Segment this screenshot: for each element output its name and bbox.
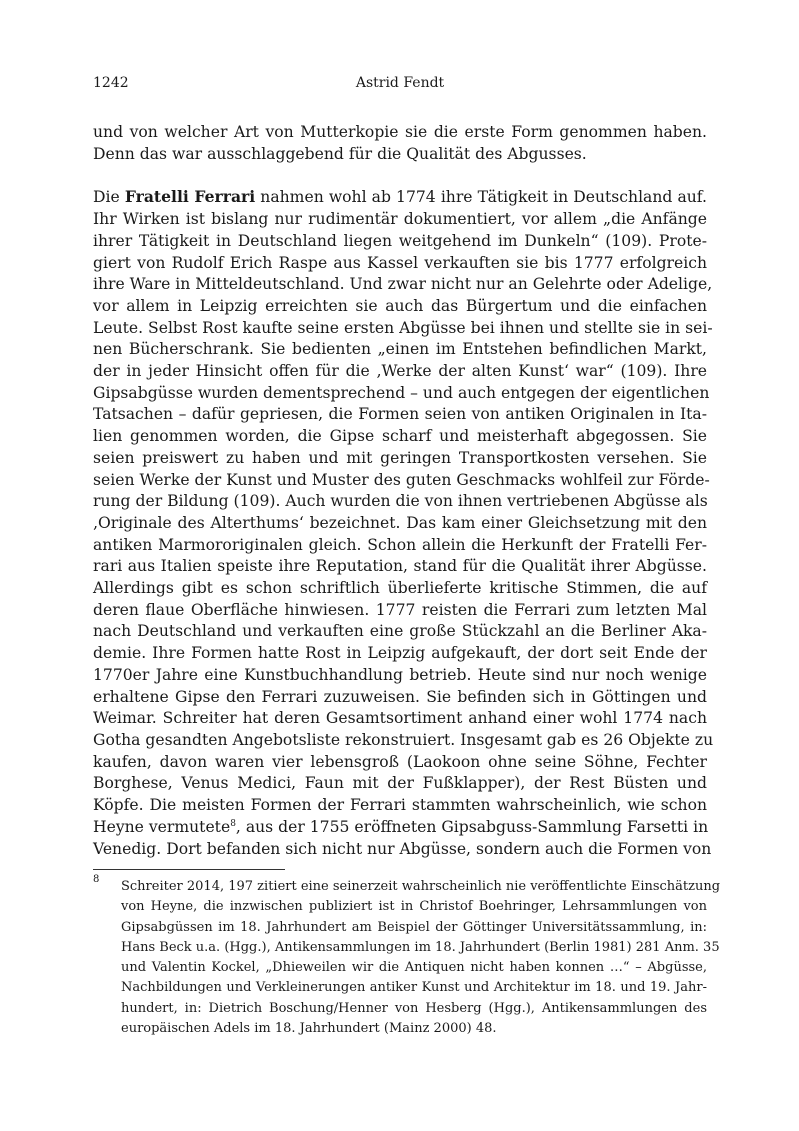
text-line: vor allem in Leipzig erreichten sie auch das Bürgertum und die einfachen [93, 296, 707, 315]
footnote-line: Hans Beck u.a. (Hgg.), Antikensammlungen im 18. Jahrhundert (Berlin 1981) 281 Anm. 35 [121, 939, 720, 955]
text-line: nen Bücherschrank. Sie bedienten „einen im Entstehen befindlichen Markt, [93, 340, 707, 359]
text-line: Allerdings gibt es schon schriftlich überlieferte kritische Stimmen, die auf [93, 579, 707, 598]
text-line: deren flaue Oberfläche hinwiesen. 1777 reisten die Ferrari zum letzten Mal [93, 600, 707, 619]
text-line: Tatsachen – dafür gepriesen, die Formen seien von antiken Originalen in Ita- [93, 405, 707, 424]
text-line: rari aus Italien speiste ihre Reputation, stand für die Qualität ihrer Abgüsse. [93, 557, 707, 576]
note-line-after: , aus der 1755 eröffneten Gipsabguss-Sammlung Farsetti in [235, 817, 709, 836]
text-line: kaufen, davon waren vier lebensgroß (Laokoon ohne seine Söhne, Fechter [93, 752, 707, 771]
text-line: lien genommen worden, die Gipse scharf und meisterhaft abgegossen. Sie [93, 427, 707, 446]
text-line: Gipsabgüsse wurden dementsprechend – und auch entgegen der eigentlichen [93, 383, 710, 402]
intro-after: nahmen wohl ab 1774 ihre Tätigkeit in Deutschland auf. [255, 188, 707, 207]
text-line: Köpfe. Die meisten Formen der Ferrari stammten wahrscheinlich, wie schon [93, 796, 707, 815]
footnote-line: hundert, in: Dietrich Boschung/Henner von Hesberg (Hgg.), Antikensammlungen des [121, 1000, 707, 1016]
text-line: ‚Originale des Alterthums‘ bezeichnet. Das kam einer Gleichsetzung mit den [93, 513, 707, 532]
text-line: Weimar. Schreiter hat deren Gesamtsortiment anhand einer wohl 1774 nach [93, 709, 707, 728]
text-line: Ihr Wirken ist bislang nur rudimentär dokumentiert, vor allem „die Anfänge [93, 210, 707, 229]
note-line-before: Heyne vermutete [93, 817, 231, 836]
text-line: rung der Bildung (109). Auch wurden die von ihnen vertriebenen Abgüsse als [93, 492, 708, 511]
text-line: Leute. Selbst Rost kaufte seine ersten Abgüsse bei ihnen und stellte sie in sei- [93, 318, 713, 337]
text-line: seien Werke der Kunst und Muster des guten Geschmacks wohlfeil zur Förde- [93, 470, 710, 489]
footnote-text [121, 877, 721, 1039]
text-line: erhaltene Gipse den Ferrari zuzuweisen. Sie befinden sich in Göttingen und [93, 687, 707, 706]
footnote-line: Gipsabgüssen im 18. Jahrhundert am Beispiel der Göttinger Universitätssammlung, in: [121, 919, 707, 935]
text-line-last: Venedig. Dort befanden sich nicht nur Abgüsse, sondern auch die Formen von [93, 839, 712, 858]
paragraph-2 [93, 186, 714, 860]
text-line: 1770er Jahre eine Kunstbuchhandlung betrieb. Heute sind nur noch wenige [93, 665, 707, 684]
text-line-intro [93, 186, 707, 209]
footnote-reference[interactable]: 8 [230, 818, 236, 829]
footnote [93, 874, 721, 1039]
footnote-divider [93, 869, 285, 870]
footnote-line: Nachbildungen und Verkleinerungen antiker Kunst und Architektur im 18. und 19. Jahr- [121, 980, 707, 996]
fratelli-ferrari-bold: Fratelli Ferrari [124, 187, 256, 207]
text-line: seien preiswert zu haben und mit geringen Transportkosten versehen. Sie [93, 448, 707, 467]
text-line: antiken Marmororiginalen gleich. Schon allein die Herkunft der Fratelli Fer- [93, 535, 707, 554]
footnote-line: europäischen Adels im 18. Jahrhundert (Mainz 2000) 48. [121, 1021, 497, 1037]
running-header: 1242 Astrid Fendt [93, 70, 707, 96]
text-line: der in jeder Hinsicht offen für die ‚Werke der alten Kunst‘ war“ (109). Ihre [93, 362, 707, 381]
running-head-author: Astrid Fendt [355, 75, 445, 91]
footnote-line: von Heyne, die inzwischen publiziert ist in Christof Boehringer, Lehrsammlungen von [121, 899, 707, 915]
page [93, 70, 714, 860]
footnote-line: und Valentin Kockel, „Dhieweilen wir die Antiquen nicht haben konnen …“ – Abgüsse, [121, 960, 707, 976]
text-line: nach Deutschland und verkauften eine große Stückzahl an die Berliner Aka- [93, 622, 707, 641]
paragraph-1 [93, 122, 707, 165]
text-line: ihrer Tätigkeit in Deutschland liegen weitgehend im Dunkeln“ (109). Prote- [93, 231, 707, 250]
text-line: Borghese, Venus Medici, Faun mit der Fußklapper), der Rest Büsten und [93, 774, 707, 793]
text-line: Gotha gesandten Angebotsliste rekonstruiert. Insgesamt gab es 26 Objekte zu [93, 730, 714, 749]
text-line: giert von Rudolf Erich Raspe aus Kassel verkauften sie bis 1777 erfolgreich [93, 253, 707, 272]
text-line: demie. Ihre Formen hatte Rost in Leipzig aufgekauft, der dort seit Ende der [93, 644, 707, 663]
paragraph-2-lines [93, 209, 714, 817]
text-line: und von welcher Art von Mutterkopie sie die erste Form genommen haben. [93, 123, 707, 141]
text-line: ihre Ware in Mitteldeutschland. Und zwar nicht nur an Gelehrte oder Adelige, [93, 275, 713, 294]
footnote-line: Schreiter 2014, 197 zitiert eine seinerzeit wahrscheinlich nie veröffentlichte Einschätzung [121, 879, 721, 894]
footnote-number: 8 [93, 874, 100, 885]
text-line-with-note [93, 817, 707, 839]
intro-before: Die [93, 188, 125, 207]
text-line: Denn das war ausschlaggebend für die Qualität des Abgusses. [93, 144, 587, 163]
